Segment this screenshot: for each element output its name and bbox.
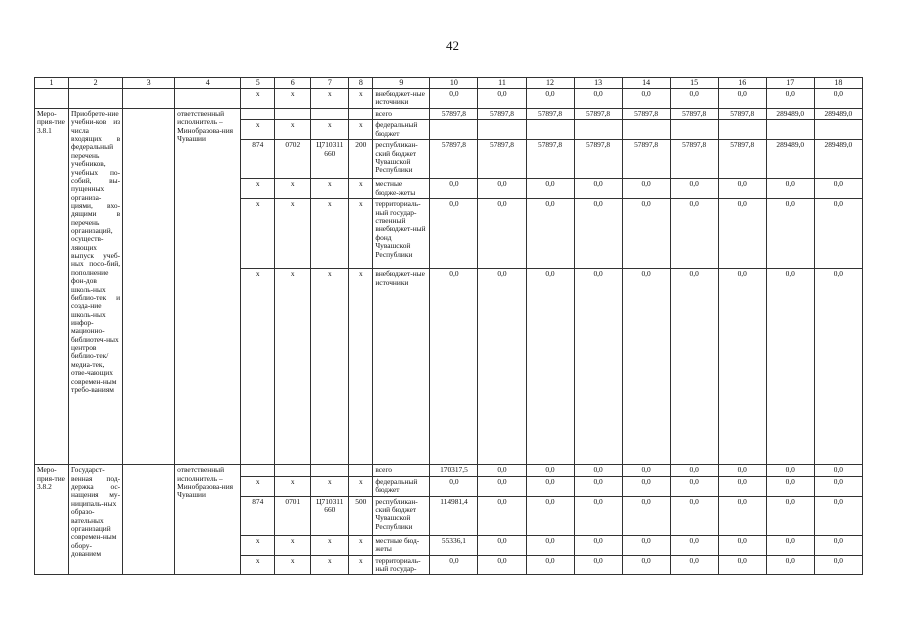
column-number-9: 9 (373, 78, 430, 89)
value-cell: 0,0 (622, 535, 670, 555)
table-body (35, 89, 863, 575)
code-cell (311, 465, 349, 476)
value-cell: 0,0 (766, 179, 814, 199)
value-cell: 0,0 (478, 465, 526, 476)
value-cell: 0,0 (670, 89, 718, 109)
empty-cell (123, 465, 175, 575)
value-cell: 0,0 (478, 535, 526, 555)
value-cell: 0,0 (670, 179, 718, 199)
code-cell: х (349, 199, 373, 269)
value-cell: 0,0 (478, 179, 526, 199)
value-cell: 0,0 (622, 555, 670, 575)
value-cell: 0,0 (622, 465, 670, 476)
code-cell (275, 109, 311, 120)
code-cell: х (241, 199, 275, 269)
value-cell: 0,0 (814, 535, 862, 555)
value-cell: 0,0 (430, 476, 478, 496)
value-cell: 0,0 (574, 496, 622, 535)
value-cell: 0,0 (814, 179, 862, 199)
empty-cell (123, 89, 175, 109)
code-cell: х (311, 199, 349, 269)
code-cell: х (241, 120, 275, 140)
column-number-10: 10 (430, 78, 478, 89)
code-cell: х (275, 476, 311, 496)
code-cell: Ц710311 660 (311, 140, 349, 179)
funding-source: всего (373, 109, 430, 120)
code-cell: х (241, 269, 275, 465)
column-number-11: 11 (478, 78, 526, 89)
funding-source: федеральный бюджет (373, 476, 430, 496)
activity-name: Приобрете-ние учебни-ков из числа входящих в федеральный перечень учебников, учебных по-собий, вы-пущенных организа-циями, вхо-дящими в перечень организаций, осуществ-ляющих выпуск учеб-ных посо-бий, пополнение фон-дов школь-ных библио-тек и созда-ние школь-ных инфор-мационно-библиотеч-ных центров библио-тек/медиа-тек, отве-чающих современ-ным требо-ваниям (69, 109, 123, 465)
page-number: 42 (446, 38, 459, 53)
value-cell: 57897,8 (718, 140, 766, 179)
value-cell: 0,0 (622, 199, 670, 269)
code-cell: х (275, 199, 311, 269)
value-cell: 0,0 (478, 476, 526, 496)
value-cell: 0,0 (718, 496, 766, 535)
value-cell: 0,0 (670, 465, 718, 476)
funding-source: внебюджет-ные источники (373, 89, 430, 109)
value-cell: 0,0 (670, 535, 718, 555)
value-cell: 0,0 (814, 199, 862, 269)
funding-source: всего (373, 465, 430, 476)
budget-table (34, 77, 863, 575)
value-cell: 0,0 (478, 555, 526, 575)
column-number-12: 12 (526, 78, 574, 89)
value-cell: 0,0 (670, 199, 718, 269)
value-cell (766, 120, 814, 140)
value-cell: 57897,8 (478, 109, 526, 120)
value-cell: 0,0 (526, 496, 574, 535)
value-cell: 0,0 (430, 199, 478, 269)
value-cell: 0,0 (814, 555, 862, 575)
value-cell: 0,0 (574, 89, 622, 109)
column-number-8: 8 (349, 78, 373, 89)
column-number-1: 1 (35, 78, 69, 89)
value-cell: 0,0 (526, 535, 574, 555)
value-cell: 57897,8 (526, 140, 574, 179)
table-row (35, 109, 863, 120)
value-cell: 0,0 (574, 179, 622, 199)
value-cell: 0,0 (526, 269, 574, 465)
value-cell: 0,0 (430, 89, 478, 109)
value-cell: 0,0 (814, 476, 862, 496)
value-cell: 57897,8 (622, 140, 670, 179)
value-cell: 0,0 (430, 269, 478, 465)
code-cell (241, 109, 275, 120)
code-cell: х (349, 269, 373, 465)
column-number-5: 5 (241, 78, 275, 89)
code-cell: х (349, 535, 373, 555)
column-number-14: 14 (622, 78, 670, 89)
column-number-3: 3 (123, 78, 175, 89)
code-cell: х (275, 555, 311, 575)
value-cell: 0,0 (478, 496, 526, 535)
value-cell: 0,0 (670, 476, 718, 496)
value-cell (814, 120, 862, 140)
code-cell: 0701 (275, 496, 311, 535)
value-cell: 0,0 (718, 89, 766, 109)
code-cell: х (241, 179, 275, 199)
column-number-13: 13 (574, 78, 622, 89)
value-cell: 57897,8 (478, 140, 526, 179)
code-cell (311, 109, 349, 120)
value-cell: 0,0 (526, 476, 574, 496)
empty-cell (35, 89, 69, 109)
value-cell: 0,0 (766, 269, 814, 465)
code-cell: х (275, 269, 311, 465)
value-cell: 0,0 (814, 465, 862, 476)
code-cell: х (275, 179, 311, 199)
value-cell: 0,0 (766, 476, 814, 496)
value-cell: 0,0 (718, 465, 766, 476)
column-number-4: 4 (175, 78, 241, 89)
value-cell: 57897,8 (574, 140, 622, 179)
code-cell (275, 465, 311, 476)
column-number-16: 16 (718, 78, 766, 89)
value-cell: 0,0 (526, 465, 574, 476)
column-number-6: 6 (275, 78, 311, 89)
column-number-2: 2 (69, 78, 123, 89)
value-cell: 0,0 (670, 555, 718, 575)
value-cell: 0,0 (766, 496, 814, 535)
code-cell: х (241, 476, 275, 496)
activity-label: Меро-прия-тие 3.8.2 (35, 465, 69, 575)
code-cell: Ц710311 660 (311, 496, 349, 535)
value-cell: 0,0 (622, 89, 670, 109)
column-number-header (35, 78, 863, 89)
value-cell: 57897,8 (430, 140, 478, 179)
empty-cell (123, 109, 175, 465)
code-cell: х (311, 555, 349, 575)
code-cell (241, 465, 275, 476)
value-cell: 57897,8 (622, 109, 670, 120)
value-cell: 0,0 (574, 465, 622, 476)
value-cell: 0,0 (478, 89, 526, 109)
value-cell: 0,0 (718, 535, 766, 555)
funding-source: территориаль-ный государ-ственный внебюджет-ный фонд Чувашской Республики (373, 199, 430, 269)
value-cell: 0,0 (670, 496, 718, 535)
code-cell: х (275, 535, 311, 555)
code-cell: х (349, 179, 373, 199)
column-number-7: 7 (311, 78, 349, 89)
value-cell: 57897,8 (670, 109, 718, 120)
value-cell: 0,0 (670, 269, 718, 465)
value-cell: 57897,8 (670, 140, 718, 179)
column-number-17: 17 (766, 78, 814, 89)
activity-executor: ответственный исполнитель – Минобразова-ния Чувашии (175, 465, 241, 575)
value-cell (526, 120, 574, 140)
column-number-18: 18 (814, 78, 862, 89)
value-cell: 0,0 (766, 555, 814, 575)
value-cell: 0,0 (526, 555, 574, 575)
funding-source: федеральный бюджет (373, 120, 430, 140)
value-cell: 0,0 (814, 269, 862, 465)
value-cell: 57897,8 (430, 109, 478, 120)
activity-name: Государст-венная под-держка ос-нащения му-ниципаль-ных образо-вательных организаций современ-ным обору-дованием (69, 465, 123, 575)
value-cell: 0,0 (766, 89, 814, 109)
value-cell: 0,0 (430, 179, 478, 199)
empty-cell (175, 89, 241, 109)
value-cell: 0,0 (766, 199, 814, 269)
value-cell (574, 120, 622, 140)
value-cell: 57897,8 (718, 109, 766, 120)
value-cell: 0,0 (718, 476, 766, 496)
value-cell: 0,0 (478, 199, 526, 269)
code-cell: х (349, 89, 373, 109)
value-cell: 0,0 (622, 179, 670, 199)
value-cell: 0,0 (430, 555, 478, 575)
code-cell: х (241, 89, 275, 109)
value-cell: 289489,0 (766, 140, 814, 179)
value-cell: 0,0 (814, 89, 862, 109)
activity-label: Меро-прия-тие 3.8.1 (35, 109, 69, 465)
value-cell (430, 120, 478, 140)
code-cell: х (311, 179, 349, 199)
code-cell: х (311, 269, 349, 465)
value-cell: 289489,0 (814, 109, 862, 120)
funding-source: местные бюдже-жеты (373, 179, 430, 199)
value-cell (718, 120, 766, 140)
code-cell (349, 109, 373, 120)
value-cell: 0,0 (574, 535, 622, 555)
value-cell: 0,0 (574, 269, 622, 465)
code-cell: 874 (241, 140, 275, 179)
table-row (35, 465, 863, 476)
value-cell: 289489,0 (814, 140, 862, 179)
value-cell (478, 120, 526, 140)
code-cell: х (275, 120, 311, 140)
value-cell: 55336,1 (430, 535, 478, 555)
value-cell: 57897,8 (526, 109, 574, 120)
value-cell: 0,0 (574, 199, 622, 269)
header-row (35, 78, 863, 89)
code-cell: х (275, 89, 311, 109)
table-row (35, 89, 863, 109)
value-cell: 0,0 (718, 555, 766, 575)
funding-source: республикан-ский бюджет Чувашской Республики (373, 140, 430, 179)
value-cell (622, 120, 670, 140)
value-cell: 0,0 (526, 89, 574, 109)
value-cell: 0,0 (526, 179, 574, 199)
code-cell: х (349, 555, 373, 575)
value-cell: 0,0 (526, 199, 574, 269)
value-cell: 0,0 (766, 535, 814, 555)
code-cell: х (311, 476, 349, 496)
value-cell: 0,0 (622, 496, 670, 535)
value-cell: 0,0 (478, 269, 526, 465)
code-cell: х (241, 555, 275, 575)
value-cell: 57897,8 (574, 109, 622, 120)
funding-source: внебюджет-ные источники (373, 269, 430, 465)
code-cell: 874 (241, 496, 275, 535)
value-cell: 114981,4 (430, 496, 478, 535)
funding-source: республикан-ский бюджет Чувашской Республики (373, 496, 430, 535)
code-cell (349, 465, 373, 476)
code-cell: 0702 (275, 140, 311, 179)
value-cell: 0,0 (766, 465, 814, 476)
value-cell: 170317,5 (430, 465, 478, 476)
value-cell: 0,0 (622, 476, 670, 496)
value-cell: 0,0 (622, 269, 670, 465)
code-cell: 500 (349, 496, 373, 535)
value-cell: 0,0 (718, 199, 766, 269)
code-cell: х (311, 89, 349, 109)
value-cell (670, 120, 718, 140)
value-cell: 0,0 (814, 496, 862, 535)
value-cell: 0,0 (574, 555, 622, 575)
code-cell: х (349, 476, 373, 496)
value-cell: 0,0 (718, 269, 766, 465)
value-cell: 0,0 (574, 476, 622, 496)
funding-source: местные бюд-жеты (373, 535, 430, 555)
column-number-15: 15 (670, 78, 718, 89)
code-cell: х (349, 120, 373, 140)
activity-executor: ответственный исполнитель – Минобразова-ния Чувашии (175, 109, 241, 465)
empty-cell (69, 89, 123, 109)
code-cell: х (311, 535, 349, 555)
code-cell: 200 (349, 140, 373, 179)
value-cell: 289489,0 (766, 109, 814, 120)
code-cell: х (241, 535, 275, 555)
value-cell: 0,0 (718, 179, 766, 199)
funding-source: территориаль-ный государ- (373, 555, 430, 575)
code-cell: х (311, 120, 349, 140)
